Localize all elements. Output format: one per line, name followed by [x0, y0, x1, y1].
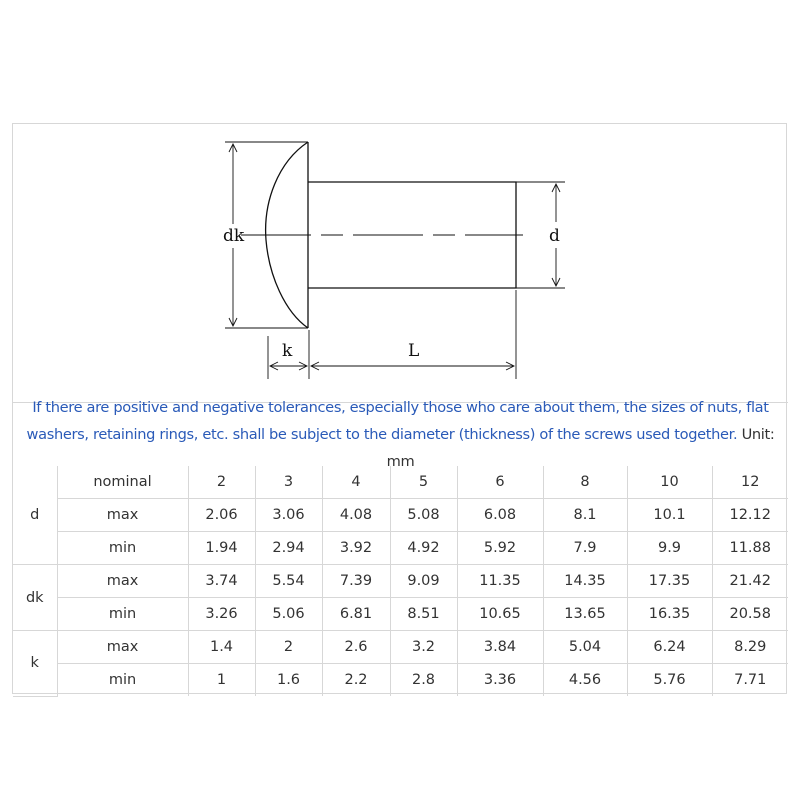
- table-cell: 3.2: [390, 631, 457, 664]
- table-cell: 3.84: [457, 631, 543, 664]
- row-label: min: [57, 532, 188, 565]
- table-cell: 2: [255, 631, 322, 664]
- table-cell: 10.1: [627, 499, 712, 532]
- nominal-size: 5: [390, 466, 457, 499]
- row-label: max: [57, 631, 188, 664]
- table-cell: 11.35: [457, 565, 543, 598]
- table-cell: 9.09: [390, 565, 457, 598]
- table-cell: 3.06: [255, 499, 322, 532]
- table-cell: 3.36: [457, 664, 543, 697]
- table-cell: 16.35: [627, 598, 712, 631]
- table-cell: 11.88: [712, 532, 788, 565]
- group-cell: [13, 466, 57, 565]
- table-cell: 8.51: [390, 598, 457, 631]
- nominal-size: 8: [543, 466, 627, 499]
- nominal-size: 12: [712, 466, 788, 499]
- row-label: min: [57, 664, 188, 697]
- table-cell: 4.92: [390, 532, 457, 565]
- table-cell: 5.76: [627, 664, 712, 697]
- table-cell: 12.12: [712, 499, 788, 532]
- table-row: [13, 565, 788, 598]
- group-cell: [13, 565, 57, 631]
- k-l-dimensions: [268, 290, 516, 379]
- spec-sheet: [12, 123, 787, 694]
- table-cell: 7.39: [322, 565, 390, 598]
- group-cell: [13, 631, 57, 697]
- table-cell: 5.08: [390, 499, 457, 532]
- group-label: dk: [25, 589, 44, 606]
- nominal-size: 3: [255, 466, 322, 499]
- table-cell: 2.8: [390, 664, 457, 697]
- table-cell: 3.92: [322, 532, 390, 565]
- note-text: If there are positive and negative tolerances, especially those who care about them, the sizes of nuts, flat washers, retaining rings, etc. shall be subject to the diameter (thickness) of the screws used together.: [26, 399, 769, 443]
- rivet-drawing: [13, 124, 788, 402]
- dk-label: dk: [223, 226, 245, 246]
- table-cell: 9.9: [627, 532, 712, 565]
- table-cell: 20.58: [712, 598, 788, 631]
- table-cell: 5.06: [255, 598, 322, 631]
- l-label: L: [408, 341, 420, 361]
- group-label: d: [30, 507, 40, 523]
- group-label: k: [30, 655, 39, 672]
- nominal-size: 4: [322, 466, 390, 499]
- table-cell: 17.35: [627, 565, 712, 598]
- table-cell: 1.94: [188, 532, 255, 565]
- table-row: [13, 499, 788, 532]
- table-cell: 2.06: [188, 499, 255, 532]
- table-cell: 13.65: [543, 598, 627, 631]
- nominal-size: 2: [188, 466, 255, 499]
- table-cell: 7.71: [712, 664, 788, 697]
- table-cell: 10.65: [457, 598, 543, 631]
- table-cell: 5.54: [255, 565, 322, 598]
- spec-table: [13, 466, 788, 697]
- nominal-size: 6: [457, 466, 543, 499]
- table-cell: 2.94: [255, 532, 322, 565]
- table-cell: 4.56: [543, 664, 627, 697]
- table-cell: 21.42: [712, 565, 788, 598]
- table-row: [13, 532, 788, 565]
- table-cell: 2.2: [322, 664, 390, 697]
- table-cell: 7.9: [543, 532, 627, 565]
- table-cell: 3.26: [188, 598, 255, 631]
- table-cell: 4.08: [322, 499, 390, 532]
- table-row: [13, 664, 788, 697]
- table-cell: 14.35: [543, 565, 627, 598]
- table-cell: 1: [188, 664, 255, 697]
- d-label: d: [549, 226, 560, 246]
- spec-table-body: [13, 466, 788, 696]
- table-cell: 1.6: [255, 664, 322, 697]
- row-label: max: [57, 499, 188, 532]
- row-label: min: [57, 598, 188, 631]
- table-cell: 5.04: [543, 631, 627, 664]
- table-cell: 8.1: [543, 499, 627, 532]
- k-label: k: [282, 341, 293, 361]
- table-cell: 8.29: [712, 631, 788, 664]
- table-cell: 6.08: [457, 499, 543, 532]
- table-cell: 3.74: [188, 565, 255, 598]
- rivet-diagram: [13, 124, 788, 402]
- row-label: max: [57, 565, 188, 598]
- table-cell: 6.24: [627, 631, 712, 664]
- table-cell: 6.81: [322, 598, 390, 631]
- nominal-size: 10: [627, 466, 712, 499]
- unit-label: Unit: mm: [386, 426, 775, 470]
- table-header-row: [13, 466, 788, 499]
- header-label: nominal: [57, 466, 188, 499]
- table-row: [13, 631, 788, 664]
- tolerance-note: [13, 399, 788, 470]
- tolerance-note-text: [17, 394, 784, 475]
- table-row: [13, 598, 788, 631]
- table-cell: 2.6: [322, 631, 390, 664]
- table-cell: 5.92: [457, 532, 543, 565]
- table-cell: 1.4: [188, 631, 255, 664]
